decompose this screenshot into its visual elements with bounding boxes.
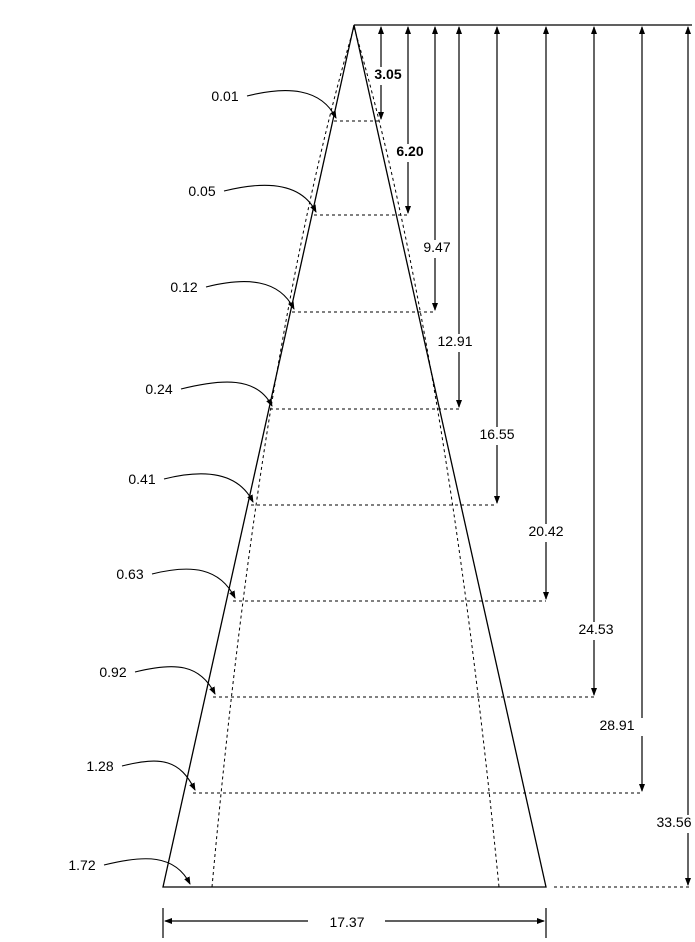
height-label: 33.56 (656, 814, 692, 830)
height-label: 28.91 (599, 717, 635, 733)
offset-label: 0.05 (188, 183, 216, 199)
height-label: 16.55 (479, 426, 515, 442)
offset-leader-arrow (181, 382, 272, 406)
inner-profile-right (354, 27, 499, 887)
height-label: 20.42 (528, 523, 564, 539)
offset-label: 0.01 (211, 88, 239, 104)
base-width-label: 17.37 (329, 914, 365, 930)
offset-leader-arrow (135, 667, 215, 694)
inner-profile-left (212, 27, 354, 887)
offset-label: 1.28 (86, 758, 114, 774)
height-label: 9.47 (423, 239, 451, 255)
offset-label: 0.92 (99, 664, 127, 680)
height-label: 6.20 (396, 143, 424, 159)
height-label: 24.53 (578, 621, 614, 637)
offset-label: 0.24 (145, 381, 173, 397)
offset-leader-arrow (104, 859, 190, 884)
offset-label: 0.41 (128, 471, 156, 487)
height-label: 12.91 (437, 333, 473, 349)
offset-label: 1.72 (68, 857, 96, 873)
offset-label: 0.12 (170, 279, 198, 295)
offset-leader-arrow (206, 282, 294, 309)
height-label: 3.05 (374, 66, 402, 82)
offset-leader-arrow (122, 761, 195, 790)
offset-leader-arrow (164, 474, 253, 502)
offset-leader-arrow (224, 185, 316, 212)
outer-triangle (163, 25, 546, 887)
offset-label: 0.63 (116, 566, 144, 582)
offset-leader-arrow (152, 569, 235, 598)
offset-leader-arrow (247, 91, 336, 118)
